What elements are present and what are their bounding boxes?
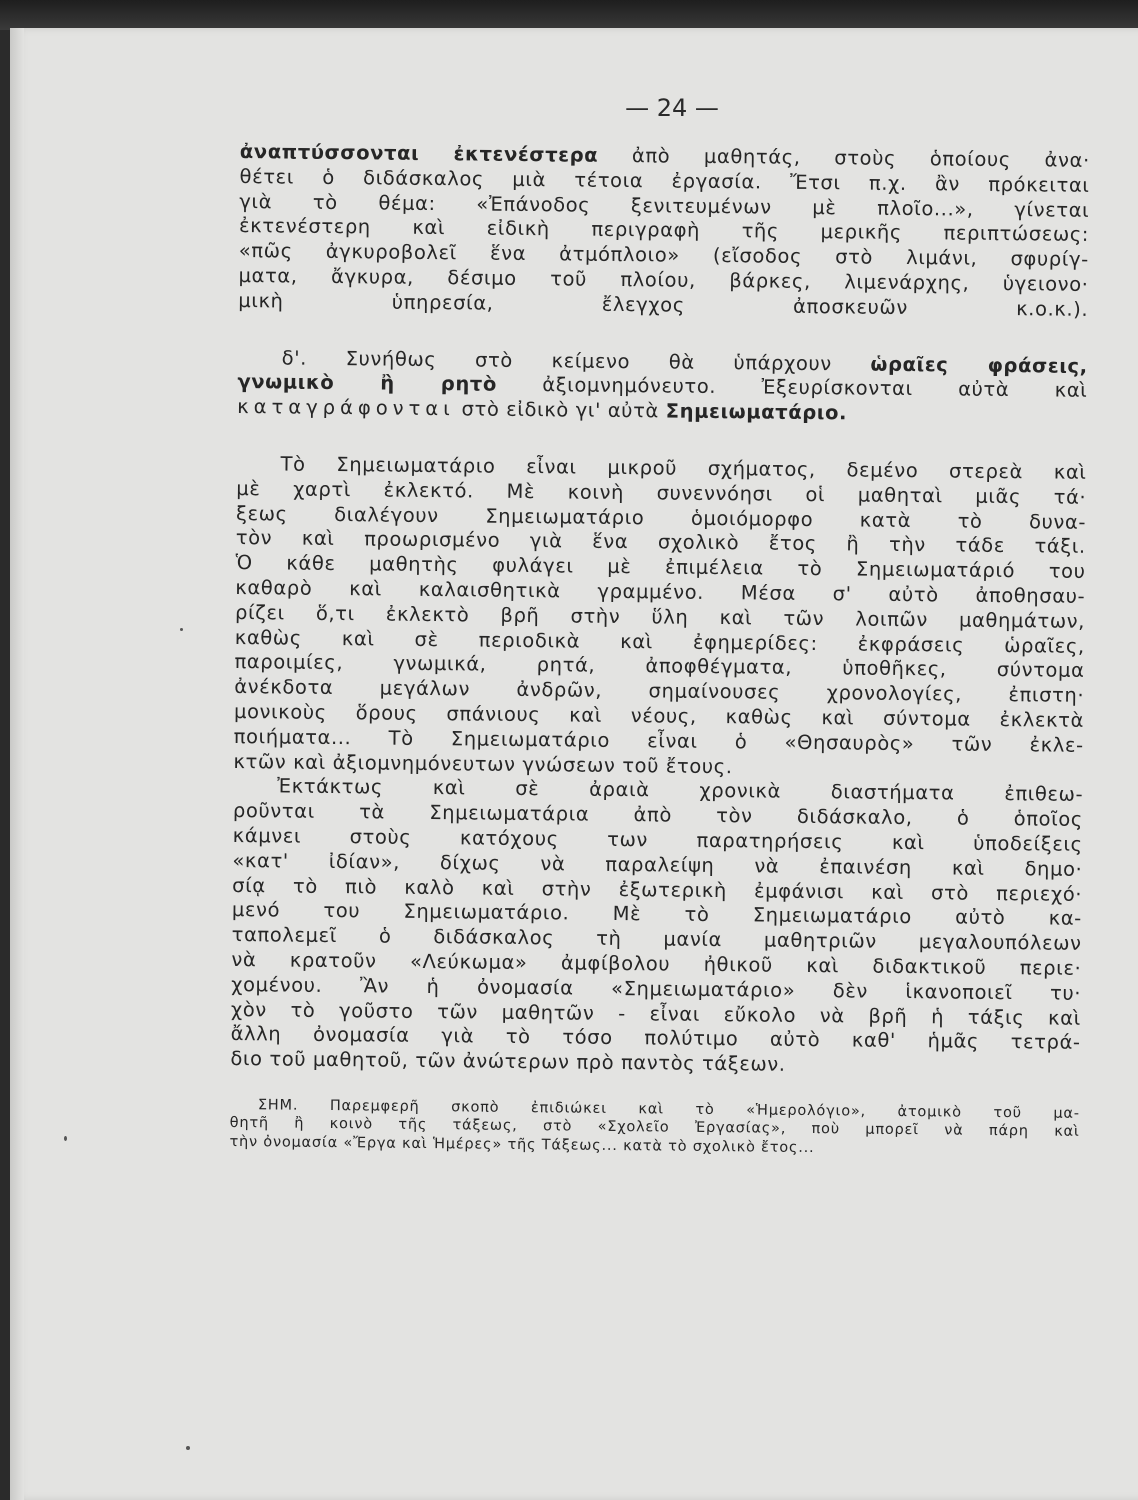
- paragraph-3: [230, 452, 1086, 1081]
- text-run: διο τοῦ μαθητοῦ, τῶν ἀνώτερων πρὸ παντὸς τάξεων.: [230, 1047, 786, 1076]
- text-run: χὸν τὸ γοῦστο τῶν μαθητῶν - εἶναι εὔκολο νὰ βρῆ ἡ τάξις καὶ: [230, 997, 1081, 1030]
- text-run: «πῶς ἀγκυροβολεῖ ἕνα ἀτμόπλοιο» (εἴσοδος στὸ λιμάνι, σφυρίγ-: [238, 239, 1089, 272]
- text-run: μὲ χαρτὶ ἐκλεκτό. Μὲ κοινὴ συνεννόησι οἱ μαθηταὶ μιᾶς τά·: [236, 476, 1087, 509]
- text-run: στὸ εἰδικὸ γι' αὐτὰ: [454, 397, 666, 423]
- text-run: ἄλλη ὀνομασία γιὰ τὸ τόσο πολύτιμο αὐτὸ καθ' ἡμᾶς τετρά-: [230, 1022, 1081, 1055]
- text-run: ἀνέκδοτα μεγάλων ἀνδρῶν, σημαίνουσες χρονολογίες, ἐπιστη·: [234, 675, 1085, 708]
- text-run: ΣΗΜ. Παρεμφερῆ σκοπὸ ἐπιδιώκει καὶ τὸ «Ἡμερολόγιο», ἀτομικὸ τοῦ μα-: [257, 1097, 1080, 1122]
- text-run: ποιήματα... Τὸ Σημειωματάριο εἶναι ὁ «Θησαυρὸς» τῶν ἐκλε-: [233, 724, 1084, 757]
- text-run: κάμνει στοὺς κατόχους των παρατηρήσεις καὶ ὑποδείξεις: [232, 823, 1083, 856]
- text-run: θητῆ ἢ κοινὸ τῆς τάξεως, στὸ «Σχολεῖο Ἐργασίας», ποὺ μπορεῖ νὰ πάρη καὶ: [229, 1115, 1080, 1141]
- bold-phrase: ἀναπτύσσονται ἐκτενέστερα: [239, 140, 599, 167]
- text-run: ροῦνται τὰ Σημειωματάρια ἀπὸ τὸν διδάσκαλο, ὁ ὁποῖος: [232, 799, 1084, 831]
- text-run: τὴν ὀνομασία «Ἔργα καὶ Ἡμέρες» τῆς Τάξεως... κατὰ τὸ σχολικὸ ἔτος...: [229, 1133, 815, 1156]
- bold-phrase: γνωμικὸ ἢ ρητὸ: [237, 370, 498, 397]
- text-run: κτῶν καὶ ἀξιομνημόνευτων γνώσεων τοῦ ἔτους.: [233, 749, 733, 778]
- text-run: μενό του Σημειωματάριο. Μὲ τὸ Σημειωματάριο αὐτὸ κα-: [231, 898, 1083, 931]
- page-number: — 24 —: [625, 94, 719, 122]
- bold-phrase: ὡραῖες φράσεις,: [870, 352, 1088, 378]
- text-run: «κατ' ἰδίαν», δίχως νὰ παραλείψη νὰ ἐπαινέση καὶ δημο·: [232, 848, 1083, 881]
- scan-speck: [186, 1446, 190, 1450]
- text-run: ταπολεμεῖ ὁ διδάσκαλος τὴ μανία μαθητριῶν μεγαλουπόλεων: [231, 923, 1082, 955]
- text-run: Ἐκτάκτως καὶ σὲ ἀραιὰ χρονικὰ διαστήματα ἐπιθεω-: [277, 774, 1084, 807]
- text-run: νὰ κρατοῦν «Λεύκωμα» ἀμφίβολου ἠθικοῦ καὶ διδακτικοῦ περιε·: [231, 947, 1082, 980]
- text-run: καθὼς καὶ σὲ περιοδικὰ καὶ ἐφημερίδες: ἐκφράσεις ὡραῖες,: [234, 625, 1085, 658]
- text-run: τὸν καὶ προωρισμένο γιὰ ἕνα σχολικὸ ἔτος ἢ τὴν τάδε τάξι.: [235, 526, 1086, 559]
- footnote: [229, 1096, 1080, 1160]
- text-run: δ'. Συνήθως στὸ κείμενο θὰ ὑπάρχουν: [281, 346, 871, 376]
- text-run: καθαρὸ καὶ καλαισθητικὰ γραμμένο. Μέσα σ' αὐτὸ ἀποθησαυ-: [235, 575, 1086, 608]
- text-run: μικὴ ὑπηρεσία, ἔλεγχος ἀποσκευῶν κ.ο.κ.).: [238, 288, 1089, 321]
- text-run: Ὁ κάθε μαθητὴς φυλάγει μὲ ἐπιμέλεια τὸ Σημειωματάριό του: [235, 551, 1086, 584]
- page-edge: [10, 28, 24, 1500]
- scan-speck: [180, 628, 183, 631]
- book-page: [10, 28, 1138, 1500]
- text-run: ἀξιομνημόνευτο. Ἐξευρίσκονται αὐτὰ καὶ: [496, 373, 1088, 403]
- text-run: ρίζει ὅ,τι ἐκλεκτὸ βρῆ στὴν ὕλη καὶ τῶν λοιπῶν μαθημάτων,: [234, 600, 1086, 633]
- scan-speck: [64, 1136, 67, 1141]
- paragraph-2: [237, 346, 1088, 429]
- bold-phrase: Σημειωματάριο.: [665, 399, 848, 425]
- text-run: παροιμίες, γνωμικά, ρητά, ἀποφθέγματα, ὑποθῆκες, σύντομα: [234, 650, 1085, 683]
- text-run: ματα, ἄγκυρα, δέσιμο τοῦ πλοίου, βάρκες, λιμενάρχης, ὑγειονο·: [238, 263, 1089, 296]
- text-run: ἀπὸ μαθητάς, στοὺς ὁποίους ἀνα·: [598, 143, 1090, 172]
- text-run: ἐκτενέστερη καὶ εἰδικὴ περιγραφὴ τῆς μερικῆς περιπτώσεως:: [238, 214, 1090, 247]
- text-run: σίᾳ τὸ πιὸ καλὸ καὶ στὴν ἐξωτερικὴ ἐμφάνισι καὶ στὸ περιεχό·: [232, 873, 1083, 906]
- spaced-word: καταγράφονται: [237, 395, 455, 421]
- page-content: [229, 140, 1090, 1160]
- paragraph-1: [238, 140, 1090, 322]
- text-run: θέτει ὁ διδάσκαλος μιὰ τέτοια ἐργασία. Ἔτσι π.χ. ἂν πρόκειται: [239, 164, 1090, 197]
- scan-shadow: [0, 0, 1138, 30]
- text-run: χομένου. Ἂν ἡ ὀνομασία «Σημειωματάριο» δὲν ἱκανοποιεῖ τυ·: [231, 972, 1082, 1005]
- text-run: ξεως διαλέγουν Σημειωματάριο ὁμοιόμορφο κατὰ τὸ δυνα-: [235, 501, 1087, 534]
- text-run: γιὰ τὸ θέμα: «Ἐπάνοδος ξενιτευμένων μὲ πλοῖο...», γίνεται: [239, 189, 1090, 222]
- text-run: Τὸ Σημειωματάριο εἶναι μικροῦ σχήματος, δεμένο στερεὰ καὶ: [280, 452, 1087, 484]
- text-run: μονικοὺς ὅρους σπάνιους καὶ νέους, καθὼς καὶ σύντομα ἐκλεκτὰ: [233, 699, 1085, 732]
